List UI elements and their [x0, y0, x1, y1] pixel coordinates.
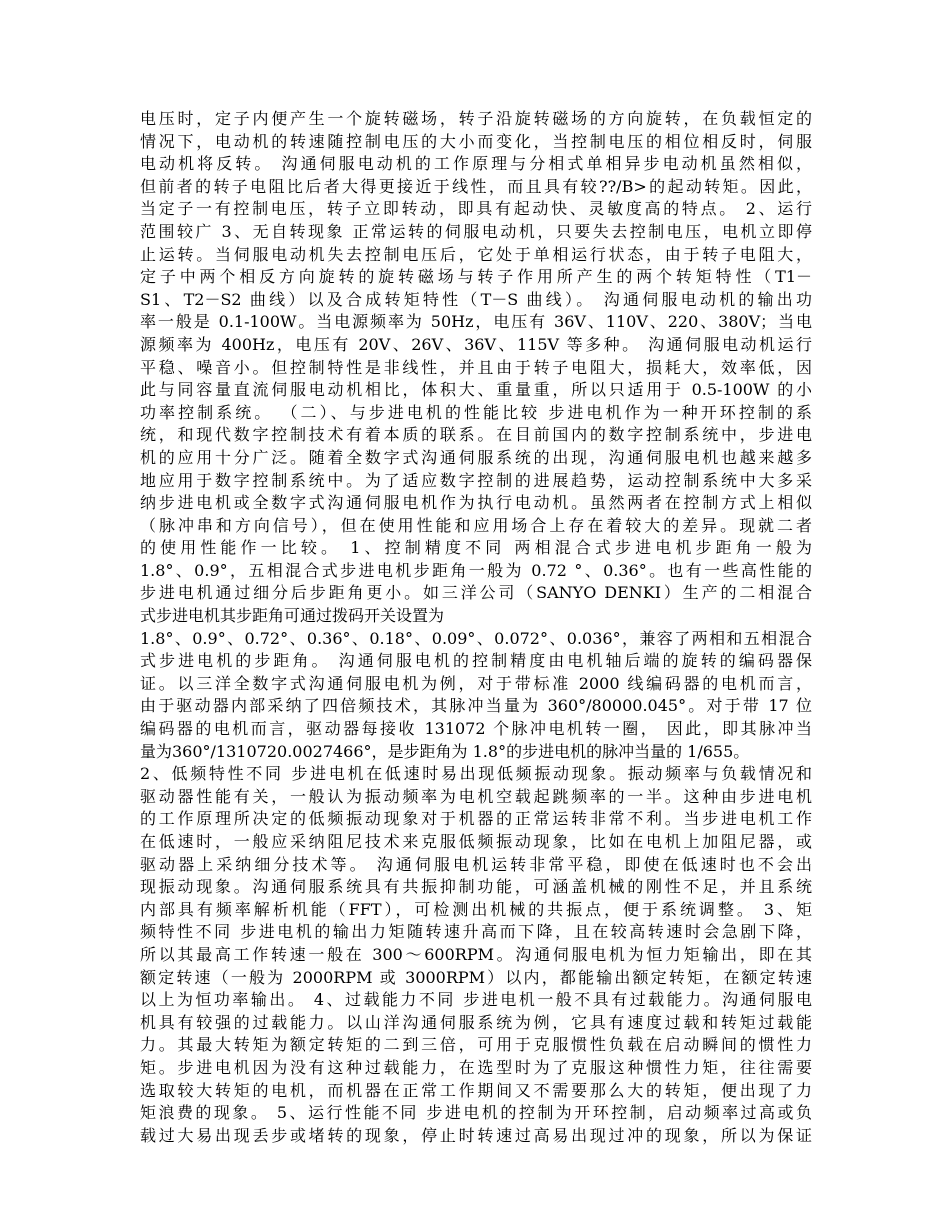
text-line: 矩浪费的现象。 5、运行性能不同 步进电机的控制为开环控制，启动频率过高或负	[140, 1103, 812, 1123]
text-line: 2、低频特性不同 步进电机在低速时易出现低频振动现象。振动频率与负载情况和	[140, 764, 812, 784]
text-line: 1.8°、0.9°、0.72°、0.36°、0.18°、0.09°、0.072°、0.036°，兼容了两相和五相混合	[140, 628, 812, 648]
text-line: 的工作原理所决定的低频振动现象对于机器的正常运转非常不利。当步进电机工作	[140, 809, 812, 829]
text-line: 电压时，定子内便产生一个旋转磁场，转子沿旋转磁场的方向旋转，在负载恒定的	[140, 109, 812, 128]
text-line: 1.8°、0.9°，五相混合式步进电机步距角一般为 0.72 °、0.36°。也有一些高性能的	[140, 560, 812, 580]
text-line: 地应用于数字控制系统中。为了适应数字控制的进展趋势，运动控制系统中大多采	[140, 470, 812, 490]
text-line: 步进电机通过细分后步距角更小。如三洋公司（SANYO DENKI）生产的二相混合	[140, 583, 812, 603]
text-line: 编码器的电机而言，驱动器每接收 131072 个脉冲电机转一圈， 因此，即其脉冲当	[140, 719, 812, 739]
text-line: 范围较广 3、无自转现象 正常运转的伺服电动机，只要失去控制电压，电机立即停	[140, 221, 812, 241]
text-line: 纳步进电机或全数字式沟通伺服电机作为执行电动机。虽然两者在控制方式上相似	[140, 493, 812, 513]
text-line: 矩。步进电机因为没有这种过载能力，在选型时为了克服这种惯性力矩，往往需要	[140, 1057, 812, 1077]
text-line: 驱动器性能有关，一般认为振动频率为电机空载起跳频率的一半。这种由步进电机	[140, 786, 812, 806]
text-line: 平稳、噪音小。但控制特性是非线性，并且由于转子电阻大，损耗大，效率低，因	[140, 357, 812, 377]
text-line: 频特性不同 步进电机的输出力矩随转速升高而下降，且在较高转速时会急剧下降，	[140, 922, 812, 942]
text-line: 机具有较强的过载能力。以山洋沟通伺服系统为例，它具有速度过载和转矩过载能	[140, 1012, 812, 1032]
text-line: 的使用性能作一比较。 1、控制精度不同 两相混合式步进电机步距角一般为	[140, 538, 812, 558]
text-line: 统，和现代数字控制技术有着本质的联系。在目前国内的数字控制系统中，步进电	[140, 425, 812, 445]
body-text	[140, 108, 812, 1147]
text-line: 由于驱动器内部采纳了四倍频技术，其脉冲当量为 360°/80000.045°。对于带 17 位	[140, 696, 812, 716]
text-line: 所以其最高工作转速一般在 300～600RPM。沟通伺服电机为恒力矩输出，即在其	[140, 944, 812, 964]
text-line: 选取较大转矩的电机，而机器在正常工作期间又不需要那么大的转矩，便出现了力	[140, 1080, 812, 1100]
text-line: S1、T2－S2 曲线）以及合成转矩特性（T－S 曲线）。 沟通伺服电动机的输出功	[140, 289, 812, 309]
text-line: 内部具有频率解析机能（FFT），可检测出机械的共振点，便于系统调整。 3、矩	[140, 899, 812, 919]
text-line: 驱动器上采纳细分技术等。 沟通伺服电机运转非常平稳，即使在低速时也不会出	[140, 854, 812, 874]
text-line: 止运转。当伺服电动机失去控制电压后，它处于单相运行状态，由于转子电阻大，	[140, 244, 812, 264]
text-line: 载过大易出现丢步或堵转的现象，停止时转速过高易出现过冲的现象，所以为保证	[140, 1125, 812, 1145]
text-line: 但前者的转子电阻比后者大得更接近于线性，而且具有较??/B>的起动转矩。因此，	[140, 176, 812, 196]
text-line: 率一般是 0.1-100W。当电源频率为 50Hz，电压有 36V、110V、220、380V；当电	[140, 312, 812, 332]
text-line: 当定子一有控制电压，转子立即转动，即具有起动快、灵敏度高的特点。 2、运行	[140, 199, 812, 219]
text-line: （脉冲串和方向信号），但在使用性能和应用场合上存在着较大的差异。现就二者	[140, 515, 812, 535]
text-line: 情况下，电动机的转速随控制电压的大小而变化，当控制电压的相位相反时，伺服	[140, 131, 812, 151]
text-line: 额定转速（一般为 2000RPM 或 3000RPM）以内，都能输出额定转矩，在额定转速	[140, 967, 812, 987]
text-line: 机的应用十分广泛。随着全数字式沟通伺服系统的出现，沟通伺服电机也越来越多	[140, 447, 812, 467]
text-line: 证。以三洋全数字式沟通伺服电机为例，对于带标准 2000 线编码器的电机而言，	[140, 673, 812, 693]
text-line: 在低速时，一般应采纳阻尼技术来克服低频振动现象，比如在电机上加阻尼器，或	[140, 832, 812, 851]
text-line: 式步进电机的步距角。 沟通伺服电机的控制精度由电机轴后端的旋转的编码器保	[140, 651, 812, 671]
text-line: 源频率为 400Hz，电压有 20V、26V、36V、115V 等多种。 沟通伺服电动机运行	[140, 334, 812, 354]
text-line: 电动机将反转。 沟通伺服电动机的工作原理与分相式单相异步电动机虽然相似，	[140, 154, 812, 174]
text-line: 功率控制系统。 （二）、与步进电机的性能比较 步进电机作为一种开环控制的系	[140, 402, 812, 422]
text-line: 现振动现象。沟通伺服系统具有共振抑制功能，可涵盖机械的刚性不足，并且系统	[140, 877, 812, 897]
text-line: 式步进电机其步距角可通过拨码开关设置为	[140, 606, 445, 626]
text-line: 力。其最大转矩为额定转矩的二到三倍，可用于克服惯性负载在启动瞬间的惯性力	[140, 1035, 812, 1055]
text-line: 量为360°/1310720.0027466°，是步距角为 1.8°的步进电机的脉冲当量的 1/655。	[140, 741, 750, 761]
text-line: 以上为恒功率输出。 4、过载能力不同 步进电机一般不具有过载能力。沟通伺服电	[140, 990, 812, 1010]
text-line: 定子中两个相反方向旋转的旋转磁场与转子作用所产生的两个转矩特性（T1－	[140, 267, 812, 287]
text-line: 此与同容量直流伺服电动机相比，体积大、重量重，所以只适用于 0.5-100W 的小	[140, 380, 812, 400]
